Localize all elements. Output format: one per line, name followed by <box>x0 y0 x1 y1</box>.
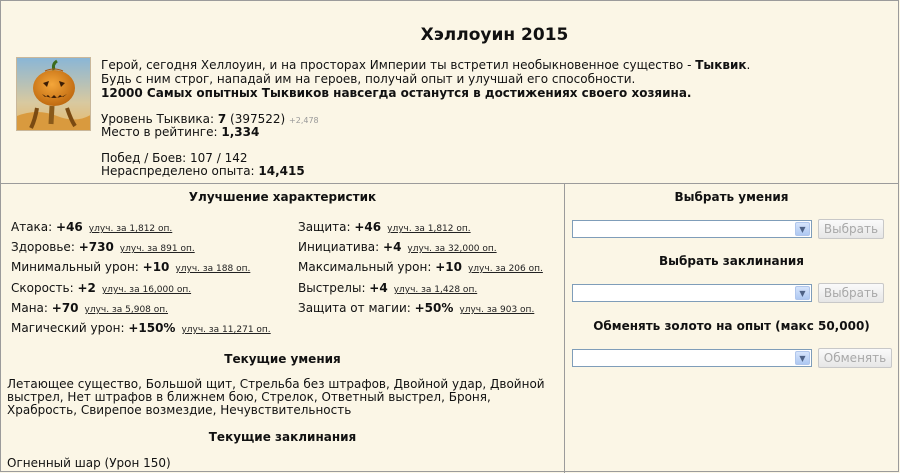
current-spells-title: Текущие заклинания <box>208 430 357 444</box>
upgrade-value: +4 <box>383 240 402 254</box>
free-exp-line <box>101 164 305 178</box>
intro-line1: Герой, сегодня Хеллоуин, и на просторах Империи ты встретил необыкновенное существо - <box>101 58 696 72</box>
chevron-down-icon[interactable]: ▼ <box>795 286 810 300</box>
rank-line <box>101 125 259 139</box>
exchange-gold-button[interactable]: Обменять <box>818 348 892 368</box>
intro-line3: 12000 Самых опытных Тыквиков навсегда останутся в достижениях своего хозяина. <box>101 86 692 100</box>
upgrade-row <box>11 281 191 295</box>
page-title: Хэллоуин 2015 <box>420 25 569 45</box>
wins-line <box>101 151 248 165</box>
pumpkin-creature-icon <box>17 58 91 131</box>
level-line <box>101 112 319 126</box>
upgrade-row <box>11 321 271 335</box>
level-label: Уровень Тыквика: <box>101 112 218 126</box>
upgrade-label: Атака: <box>11 220 57 234</box>
upgrade-row <box>298 281 477 295</box>
upgrade-link[interactable]: улуч. за 16,000 оп. <box>101 285 192 295</box>
upgrade-label: Выстрелы: <box>298 281 370 295</box>
rank-label: Место в рейтинге: <box>101 125 222 139</box>
intro-line1-end: . <box>746 58 751 72</box>
upgrade-link[interactable]: улуч. за 903 оп. <box>459 305 535 315</box>
upgrade-link[interactable]: улуч. за 5,908 оп. <box>84 305 169 315</box>
upgrade-value: +10 <box>435 260 462 274</box>
free-exp-label: Нераспределено опыта: <box>101 164 259 178</box>
choose-spell-button[interactable]: Выбрать <box>818 283 884 303</box>
free-exp-value: 14,415 <box>258 164 305 178</box>
avatar <box>16 57 91 131</box>
upgrades-title: Улучшение характеристик <box>188 190 377 204</box>
gold-select[interactable] <box>572 349 812 367</box>
upgrade-value: +50% <box>414 301 454 315</box>
upgrade-value: +4 <box>369 281 388 295</box>
upgrade-link[interactable]: улуч. за 11,271 оп. <box>181 325 271 335</box>
upgrade-row <box>11 260 250 274</box>
wins-label: Побед / Боев: <box>101 151 191 165</box>
upgrade-row <box>298 301 534 315</box>
level-exp: (397522) <box>226 112 286 126</box>
chevron-down-icon[interactable]: ▼ <box>795 351 810 365</box>
skills-select[interactable] <box>572 220 812 238</box>
wins-value: 107 / 142 <box>190 151 248 165</box>
upgrade-label: Скорость: <box>11 281 78 295</box>
upgrade-label: Инициатива: <box>298 240 384 254</box>
upgrade-row <box>11 301 168 315</box>
upgrade-label: Мана: <box>11 301 52 315</box>
intro-line2: Будь с ним строг, нападай им на героев, получай опыт и улучшай его способности. <box>101 72 636 86</box>
upgrade-row <box>11 240 195 254</box>
intro-text <box>101 58 881 100</box>
level-value: 7 <box>217 112 227 126</box>
upgrade-link[interactable]: улуч. за 1,428 оп. <box>393 285 478 295</box>
upgrade-link[interactable]: улуч. за 1,812 оп. <box>387 224 471 234</box>
current-skills-text: Летающее существо, Большой щит, Стрельба без штрафов, Двойной удар, Двойной выстрел, Нет штрафов в ближнем бою, Стрелок, Ответный выстрел, Броня, Храбрость, Свирепое возмездие, Нечувствительность <box>7 377 545 417</box>
choose-spells-title: Выбрать заклинания <box>659 254 804 268</box>
upgrade-value: +10 <box>142 260 170 274</box>
upgrade-link[interactable]: улуч. за 206 оп. <box>467 264 543 274</box>
header-divider <box>1 183 898 184</box>
current-skills-title: Текущие умения <box>224 352 341 366</box>
upgrade-label: Здоровье: <box>11 240 79 254</box>
chevron-down-icon[interactable]: ▼ <box>795 222 810 236</box>
upgrade-value: +2 <box>77 281 96 295</box>
upgrade-row <box>298 220 471 234</box>
upgrade-value: +46 <box>354 220 382 234</box>
header <box>1 1 898 183</box>
upgrade-value: +150% <box>128 321 176 335</box>
upgrade-row <box>298 240 497 254</box>
upgrade-value: +46 <box>56 220 83 234</box>
spells-select[interactable] <box>572 284 812 302</box>
current-spells-text: Огненный шар (Урон 150) <box>7 456 171 470</box>
choose-skill-button[interactable]: Выбрать <box>818 219 884 239</box>
upgrade-label: Защита от магии: <box>298 301 415 315</box>
level-delta: +2,478 <box>289 116 319 125</box>
upgrade-link[interactable]: улуч. за 891 оп. <box>119 244 195 254</box>
upgrade-row <box>298 260 543 274</box>
upgrade-label: Магический урон: <box>11 321 129 335</box>
creature-name: Тыквик <box>695 58 747 72</box>
upgrade-value: +70 <box>51 301 79 315</box>
rank-value: 1,334 <box>221 125 260 139</box>
upgrade-row <box>11 220 172 234</box>
exchange-gold-title: Обменять золото на опыт (макс 50,000) <box>593 319 870 333</box>
choose-skills-title: Выбрать умения <box>674 190 789 204</box>
upgrade-link[interactable]: улуч. за 188 оп. <box>175 264 251 274</box>
upgrade-label: Минимальный урон: <box>11 260 143 274</box>
upgrade-link[interactable]: улуч. за 32,000 оп. <box>407 244 497 254</box>
upgrade-label: Максимальный урон: <box>298 260 436 274</box>
upgrade-value: +730 <box>78 240 114 254</box>
upgrade-label: Защита: <box>298 220 355 234</box>
upgrade-link[interactable]: улуч. за 1,812 оп. <box>88 224 173 234</box>
